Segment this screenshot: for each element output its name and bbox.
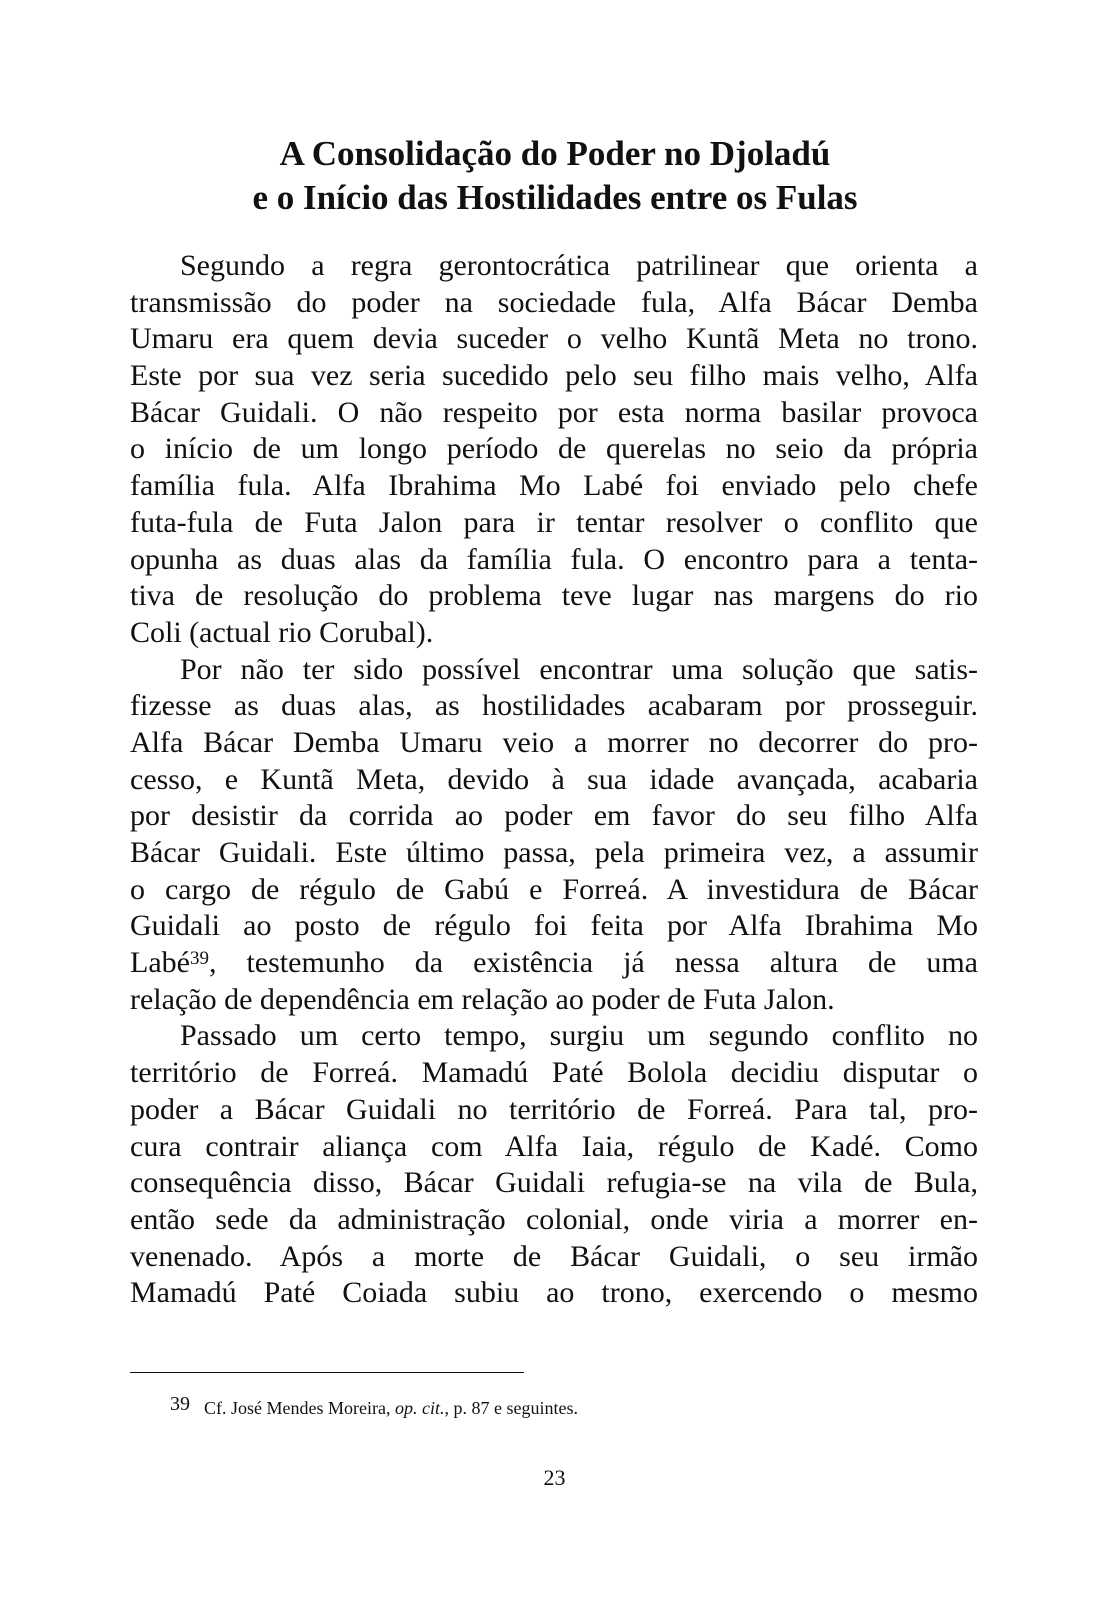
title-line-1: A Consolidação do Poder no Djoladú xyxy=(279,134,831,173)
text-line: poder a Bácar Guidali no território de Forreá. Para tal, pro- xyxy=(130,1092,978,1126)
text-fragment: , testemunho da existência já nessa altura de uma xyxy=(208,946,978,980)
page-number: 23 xyxy=(543,1465,566,1490)
footnote-text-end: , p. 87 e seguintes. xyxy=(444,1398,578,1418)
text-line: Guidali ao posto de régulo foi feita por Alfa Ibrahima Mo xyxy=(130,909,978,943)
text-line: Segundo a regra gerontocrática patrilinear que orienta a xyxy=(180,249,978,282)
text-line: Bácar Guidali. O não respeito por esta norma basilar provoca xyxy=(130,395,978,429)
text-line: então sede da administração colonial, onde viria a morrer en- xyxy=(130,1202,978,1236)
text-line: território de Forreá. Mamadú Paté Bolola decidiu disputar o xyxy=(130,1056,978,1090)
text-line: família fula. Alfa Ibrahima Mo Labé foi enviado pelo chefe xyxy=(130,469,978,503)
text-line: Por não ter sido possível encontrar uma solução que satis- xyxy=(180,652,978,686)
text-line: consequência disso, Bácar Guidali refugia-se na vila de Bula, xyxy=(130,1166,978,1200)
text-line-with-footnote-ref xyxy=(130,945,978,982)
text-line: cura contrair aliança com Alfa Iaia, régulo de Kadé. Como xyxy=(130,1129,978,1163)
title-line-2: e o Início das Hostilidades entre os Fulas xyxy=(252,178,858,217)
text-line: opunha as duas alas da família fula. O encontro para a tenta- xyxy=(130,542,978,576)
text-line: cesso, e Kuntã Meta, devido à sua idade avançada, acabaria xyxy=(130,762,978,796)
text-line: Bácar Guidali. Este último passa, pela primeira vez, a assumir xyxy=(130,836,978,869)
text-line: o cargo de régulo de Gabú e Forreá. A investidura de Bácar xyxy=(130,872,978,906)
text-line: relação de dependência em relação ao poder de Futa Jalon. xyxy=(130,982,835,1016)
text-line: o início de um longo período de querelas no seio da própria xyxy=(130,432,978,466)
text-line: transmissão do poder na sociedade fula, Alfa Bácar Demba xyxy=(130,285,978,319)
footnote-italic: op. cit. xyxy=(394,1398,445,1418)
text-line: futa-fula de Futa Jalon para ir tentar resolver o conflito que xyxy=(130,505,978,539)
text-line: por desistir da corrida ao poder em favor do seu filho Alfa xyxy=(130,799,978,833)
text-line: venenado. Após a morte de Bácar Guidali, o seu irmão xyxy=(130,1239,978,1273)
text-line: Coli (actual rio Corubal). xyxy=(130,615,434,649)
footnote-text: Cf. José Mendes Moreira, xyxy=(204,1398,395,1418)
text-fragment: Labé xyxy=(130,946,190,980)
text-line: Este por sua vez seria sucedido pelo seu filho mais velho, Alfa xyxy=(130,359,978,393)
body-text xyxy=(130,248,978,1312)
chapter-title xyxy=(130,132,980,220)
text-line: Passado um certo tempo, surgiu um segundo conflito no xyxy=(180,1019,978,1053)
footnote xyxy=(170,1392,578,1420)
text-line: tiva de resolução do problema teve lugar nas margens do rio xyxy=(130,579,978,613)
text-line: Mamadú Paté Coiada subiu ao trono, exercendo o mesmo xyxy=(130,1276,978,1310)
text-line: Umaru era quem devia suceder o velho Kuntã Meta no trono. xyxy=(130,322,978,356)
text-line: Alfa Bácar Demba Umaru veio a morrer no decorrer do pro- xyxy=(130,725,978,759)
footnote-reference[interactable]: 39 xyxy=(189,948,209,970)
footnote-number: 39 xyxy=(170,1393,190,1415)
text-line: fizesse as duas alas, as hostilidades acabaram por prosseguir. xyxy=(130,689,978,723)
footnote-divider xyxy=(130,1372,524,1373)
